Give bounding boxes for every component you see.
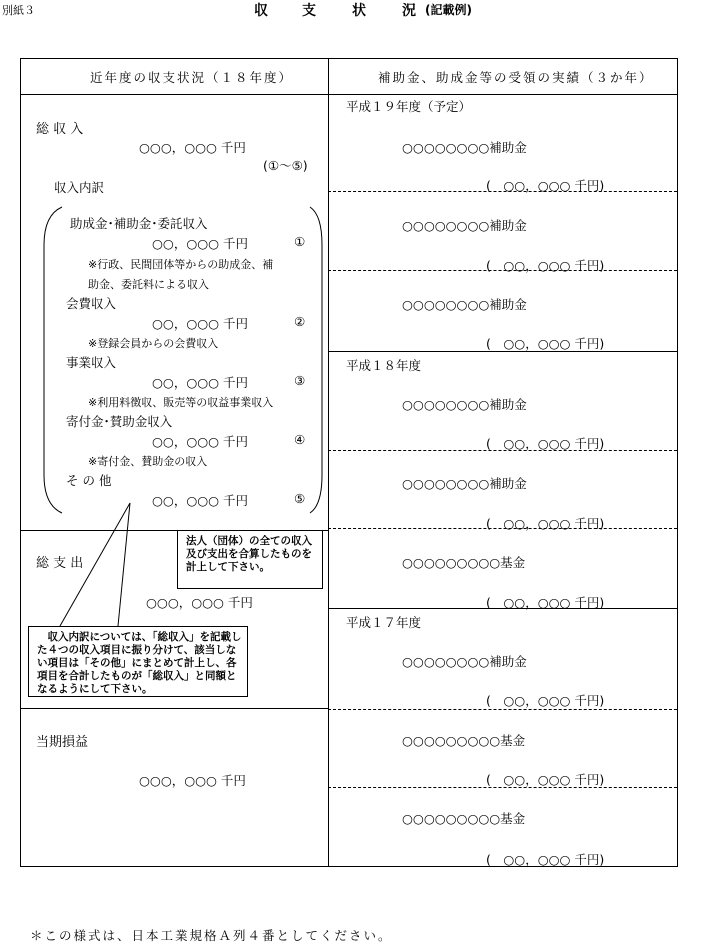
total-income-label: 総 収 入 xyxy=(36,122,84,137)
annex-label: 別紙３ xyxy=(2,4,35,17)
h17-entry-1-amount: ( ○○，○○○ 千円) xyxy=(486,693,605,708)
breakdown-item-4-mark: ④ xyxy=(294,432,306,447)
h18-entry-3-name: ○○○○○○○○○基金 xyxy=(402,555,526,570)
left-column-heading: 近年度の収支状況（１８年度） xyxy=(90,70,294,85)
h18-entry-3-amount: ( ○○，○○○ 千円) xyxy=(486,595,605,610)
breakdown-item-2-amount: ○○，○○○ 千円 xyxy=(152,316,249,331)
callout-corporate-total-text: 法人（団体）の全ての収入及び支出を合算したものを計上して下さい。 xyxy=(186,535,312,573)
h18-entry-2-amount: ( ○○，○○○ 千円) xyxy=(486,516,605,531)
right-column-heading: 補助金、助成金等の受領の実績（３か年） xyxy=(378,70,654,85)
breakdown-item-5-label: そ の 他 xyxy=(66,473,112,488)
breakdown-item-5-mark: ⑤ xyxy=(294,491,306,506)
total-income-amount: ○○○，○○○ 千円 xyxy=(139,140,246,155)
breakdown-item-4-amount: ○○，○○○ 千円 xyxy=(152,434,249,449)
breakdown-item-3-label: 事業収入 xyxy=(66,355,117,370)
breakdown-item-2-mark: ② xyxy=(294,314,306,329)
h19-entry-2-amount: ( ○○，○○○ 千円) xyxy=(486,258,605,273)
total-expense-amount: ○○○，○○○ 千円 xyxy=(146,595,253,610)
h17-entry-3-name: ○○○○○○○○○基金 xyxy=(402,811,526,826)
h19-entry-3-amount: ( ○○，○○○ 千円) xyxy=(486,336,605,351)
h18-entry-2-name: ○○○○○○○○補助金 xyxy=(402,476,527,491)
breakdown-item-1-amount: ○○，○○○ 千円 xyxy=(152,236,249,251)
h19-entry-1-name: ○○○○○○○○補助金 xyxy=(402,140,527,155)
footer-note: ＊この様式は、日本工業規格Ａ列４番としてください。 xyxy=(30,928,393,943)
callout-breakdown-instruction-text: 収入内訳については、「総収入」を記載した４つの収入項目に振り分けて、該当しない項目は「その他」にまとめて計上し、各項目を合計したものが「総収入」と同額となるようにして下さい。 xyxy=(37,631,242,695)
breakdown-item-3-mark: ③ xyxy=(294,373,306,388)
breakdown-item-3-note-1: ※利用料徴収、販売等の収益事業収入 xyxy=(88,396,274,409)
title-char-4: 況 xyxy=(402,3,416,19)
breakdown-item-3-amount: ○○，○○○ 千円 xyxy=(152,375,249,390)
year-h18-label: 平成１８年度 xyxy=(346,358,422,373)
income-breakdown-label: 収入内訳 xyxy=(54,180,105,195)
year-h17-label: 平成１７年度 xyxy=(346,615,422,630)
title-char-1: 収 xyxy=(254,3,268,19)
breakdown-item-1-note-2: 助金、委託料による収入 xyxy=(88,278,209,291)
title-char-2: 支 xyxy=(302,3,316,19)
year-h19-label: 平成１９年度（予定） xyxy=(346,99,472,114)
title-char-3: 状 xyxy=(352,3,366,19)
h17-entry-1-name: ○○○○○○○○補助金 xyxy=(402,654,527,669)
h19-entry-2-name: ○○○○○○○○補助金 xyxy=(402,218,527,233)
h17-entry-2-amount: ( ○○，○○○ 千円) xyxy=(486,772,605,787)
callout-breakdown-instruction xyxy=(28,626,248,697)
title-suffix: (記載例) xyxy=(425,3,472,17)
breakdown-item-2-label: 会費収入 xyxy=(66,296,117,311)
total-expense-label: 総 支 出 xyxy=(36,556,84,571)
breakdown-item-5-amount: ○○，○○○ 千円 xyxy=(152,493,249,508)
profit-loss-amount: ○○○，○○○ 千円 xyxy=(139,773,246,788)
h18-entry-1-amount: ( ○○，○○○ 千円) xyxy=(486,436,605,451)
h17-entry-2-name: ○○○○○○○○○基金 xyxy=(402,733,526,748)
h19-entry-1-amount: ( ○○，○○○ 千円) xyxy=(486,178,605,193)
breakdown-item-2-note-1: ※登録会員からの会費収入 xyxy=(88,337,219,350)
breakdown-item-4-note-1: ※寄付金、賛助金の収入 xyxy=(88,455,208,468)
h18-entry-1-name: ○○○○○○○○補助金 xyxy=(402,397,527,412)
h19-entry-3-name: ○○○○○○○○補助金 xyxy=(402,297,527,312)
breakdown-item-4-label: 寄付金･賛助金収入 xyxy=(66,414,173,429)
h17-entry-3-amount: ( ○○，○○○ 千円) xyxy=(486,852,605,867)
breakdown-item-1-note-1: ※行政、民間団体等からの助成金、補 xyxy=(88,258,274,271)
profit-loss-label: 当期損益 xyxy=(36,735,89,750)
breakdown-item-1-label: 助成金･補助金･委託収入 xyxy=(70,216,208,231)
breakdown-item-1-mark: ① xyxy=(294,234,306,249)
total-income-range: (①～⑤) xyxy=(263,158,308,173)
callout-corporate-total xyxy=(177,530,323,589)
